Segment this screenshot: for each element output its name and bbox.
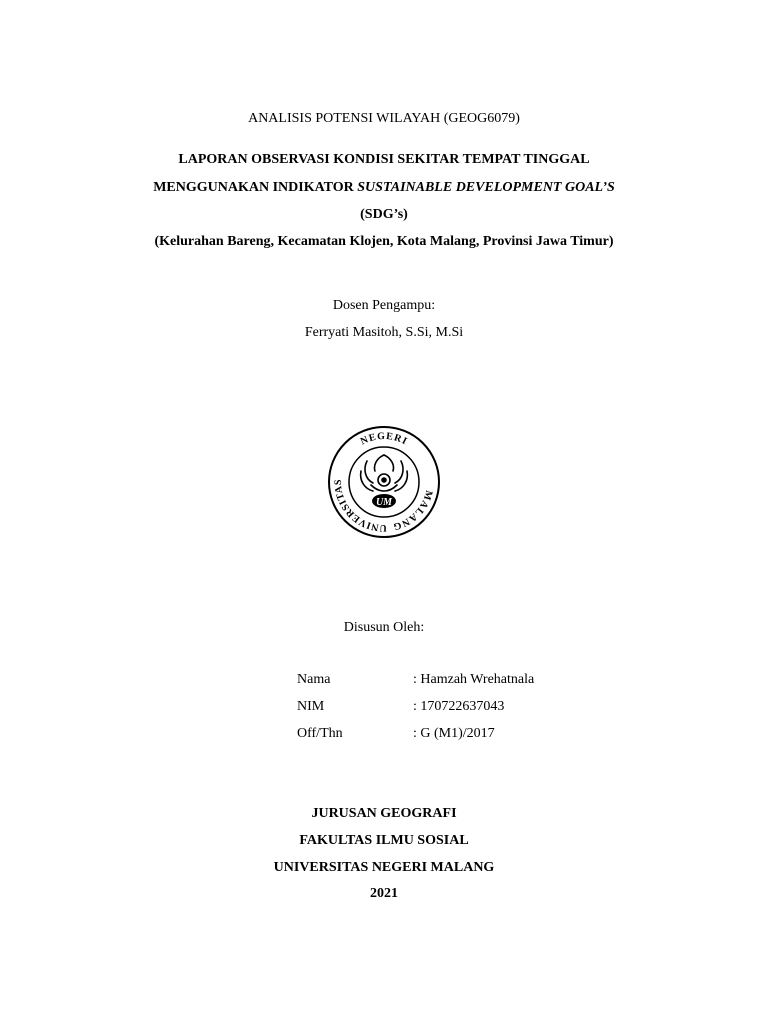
info-row-off-thn <box>297 726 597 742</box>
report-title-line-2 <box>0 180 768 196</box>
info-value-nim: : 170722637043 <box>413 699 505 714</box>
info-value-off-thn: : G (M1)/2017 <box>413 726 495 741</box>
report-title-italic: SUSTAINABLE DEVELOPMENT GOAL’S <box>357 180 615 195</box>
report-title-prefix: MENGGUNAKAN INDIKATOR <box>153 180 358 195</box>
report-title-line-1: LAPORAN OBSERVASI KONDISI SEKITAR TEMPAT TINGGAL <box>178 152 590 167</box>
logo-emblem <box>361 455 408 491</box>
svg-text:MALANG <box>391 489 434 532</box>
faculty-name: FAKULTAS ILMU SOSIAL <box>299 833 469 848</box>
logo-ring-left: UNIVERSITAS <box>332 479 387 534</box>
info-row-nim <box>297 699 597 715</box>
department-name: JURUSAN GEOGRAFI <box>311 806 457 821</box>
info-value-nama: : Hamzah Wrehatnala <box>413 672 535 687</box>
info-label-off-thn: Off/Thn <box>297 726 343 741</box>
info-row-nama <box>297 672 597 688</box>
university-logo <box>327 425 441 539</box>
lecturer-name: Ferryati Masitoh, S.Si, M.Si <box>304 325 464 340</box>
info-label-nama: Nama <box>297 672 331 687</box>
university-name: UNIVERSITAS NEGERI MALANG <box>273 860 495 875</box>
prepared-by-label: Disusun Oleh: <box>343 620 425 635</box>
university-seal-icon <box>327 425 441 539</box>
logo-ring-right: MALANG <box>391 489 435 533</box>
svg-text:NEGERI <box>359 431 410 448</box>
report-location: (Kelurahan Bareng, Kecamatan Klojen, Kota Malang, Provinsi Jawa Timur) <box>154 234 614 249</box>
logo-ring-top: NEGERI <box>358 430 410 448</box>
info-label-nim: NIM <box>297 699 325 714</box>
lecturer-label: Dosen Pengampu: <box>332 298 436 313</box>
course-title: ANALISIS POTENSI WILAYAH (GEOG6079) <box>248 111 520 126</box>
logo-monogram: UM <box>375 497 393 508</box>
report-title-line-3: (SDG’s) <box>360 207 408 222</box>
year: 2021 <box>370 886 398 901</box>
